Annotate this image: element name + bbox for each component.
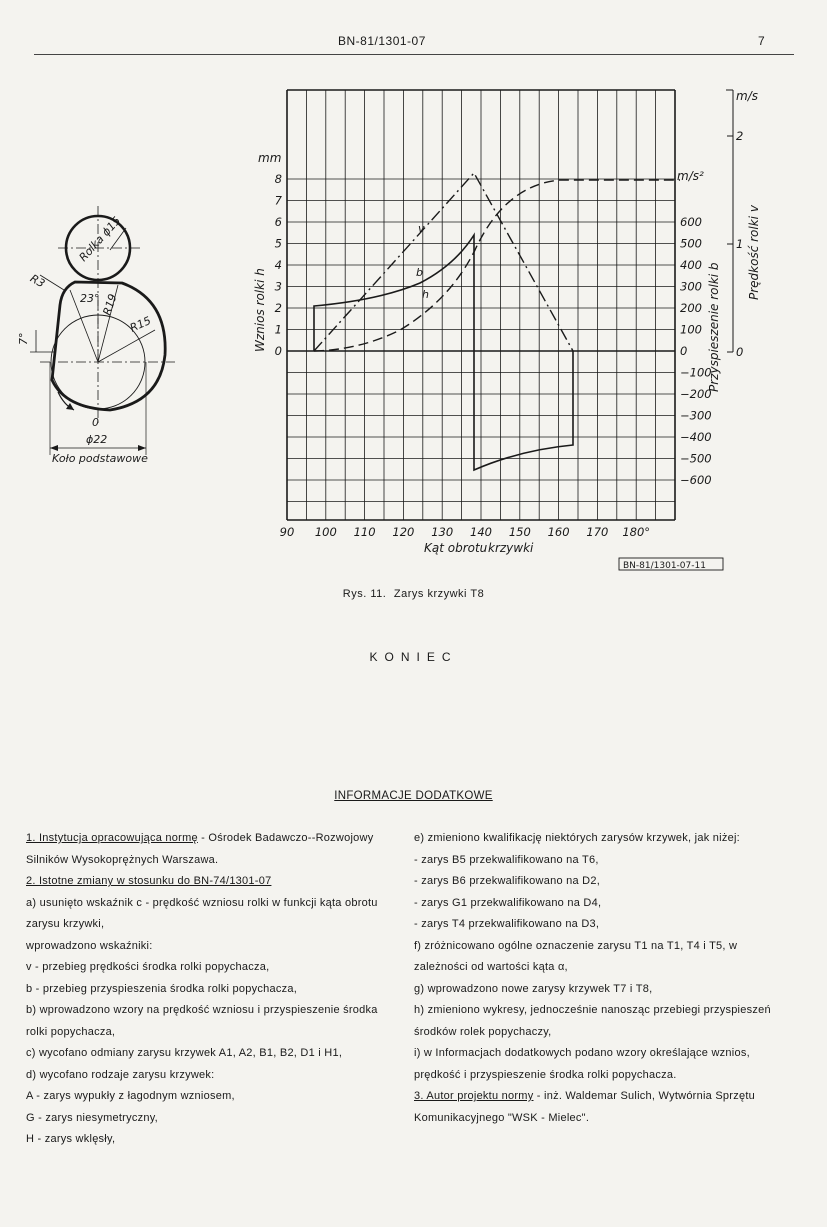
y-tick-accel: 100 — [680, 322, 702, 337]
y-tick-accel: −200 — [680, 387, 712, 401]
curve-v-label: v — [418, 222, 425, 235]
item-2a: a) usunięto wskaźnik c - prędkość wzniosu rolki w funkcji kąta obrotu zarysu krzywki, — [26, 896, 378, 930]
y-tick-accel: 600 — [680, 215, 702, 229]
document-number: BN-81/1301-07 — [338, 34, 426, 48]
item-2e-1: - zarys B5 przekwalifikowano na T6, — [414, 853, 599, 866]
y-axis-label-left: Wznios rolki h — [253, 268, 267, 352]
page-number: 7 — [758, 34, 765, 48]
y-tick-mm: 8 — [274, 172, 282, 186]
curve-b-label: b — [416, 266, 423, 279]
x-tick: 120 — [392, 525, 415, 539]
end-marker: KONIEC — [369, 650, 458, 664]
y-tick-accel: 0 — [680, 344, 688, 358]
x-tick: 90 — [279, 525, 295, 539]
y-tick-mm: 5 — [274, 236, 282, 251]
unit-mm: mm — [258, 151, 282, 165]
item-2g: g) wprowadzono nowe zarysy krzywek T7 i T8, — [414, 982, 653, 995]
curve-b — [314, 235, 573, 470]
item-2e-3: - zarys G1 przekwalifikowano na D4, — [414, 896, 602, 909]
item-2d-a: A - zarys wypukły z łagodnym wzniosem, — [26, 1090, 235, 1102]
y-tick-mm: 6 — [274, 215, 282, 229]
x-tick: 130 — [431, 525, 454, 539]
accel-axis-label: Przyspieszenie rolki b — [707, 262, 721, 392]
y-tick-velocity: 1 — [736, 237, 744, 251]
item-3 — [398, 1086, 786, 1129]
y-tick-velocity: 0 — [736, 345, 744, 359]
curve-h-label: h — [422, 288, 429, 301]
chart-grid — [287, 90, 733, 520]
x-tick: 100 — [314, 525, 337, 539]
x-tick: 170 — [586, 525, 609, 539]
x-tick: 150 — [508, 525, 531, 539]
item-2a-v: v - przebieg prędkości środka rolki popychacza, — [26, 961, 270, 973]
y-tick-accel: −400 — [680, 430, 712, 444]
cam-drawing-labels — [17, 214, 153, 465]
base-circle-label: Koło podstawowe — [52, 452, 148, 465]
header-rule — [34, 54, 794, 55]
y-tick-accel: −600 — [680, 473, 712, 487]
item-2b: b) wprowadzono wzory na prędkość wzniosu i przyspieszenie środka rolki popychacza, — [26, 1004, 378, 1038]
item-3-text: - inż. Waldemar Sulich, Wytwórnia Sprzętu Komunikacyjnego "WSK - Mielec". — [414, 1090, 755, 1124]
y-tick-mm: 2 — [274, 301, 282, 315]
item-2a-intro: wprowadzono wskaźniki: — [26, 939, 153, 952]
x-tick: 140 — [470, 525, 492, 539]
item-1 — [10, 828, 382, 871]
y-tick-mm: 3 — [274, 279, 282, 294]
curve-v — [314, 173, 573, 351]
item-2e-4: - zarys T4 przekwalifikowano na D3, — [414, 918, 600, 930]
item-2a-b: b - przebieg przyspieszenia środka rolki popychacza, — [26, 982, 298, 995]
item-2h: h) zmieniono wykresy, jednocześnie nanosząc przebiegi przyspieszeń środków rolek popychaczy, — [414, 1004, 771, 1038]
zero-label: 0 — [92, 416, 99, 429]
figure-caption — [0, 588, 827, 600]
item-2c: c) wycofano odmiany zarysu krzywek A1, A2, B1, B2, D1 i H1, — [26, 1047, 343, 1059]
curve-h — [314, 180, 680, 351]
angle-7-label: 7° — [17, 332, 30, 345]
y-tick-velocity: 2 — [736, 129, 744, 143]
caption-text: Zarys krzywki T8 — [393, 588, 485, 600]
chart — [253, 89, 761, 571]
x-tick: 110 — [353, 525, 376, 539]
section-title-text: INFORMACJE DODATKOWE — [334, 790, 493, 802]
x-axis-label-2: krzywki — [488, 541, 534, 555]
item-2d-h: H - zarys wklęsły, — [26, 1133, 116, 1145]
x-tick: 180° — [622, 525, 651, 539]
reference-label: BN-81/1301-07-11 — [623, 561, 706, 571]
vel-axis-label: Prędkość rolki v — [747, 205, 761, 300]
section-title — [0, 790, 827, 802]
roller-label: Rolka ϕ15 — [76, 214, 124, 265]
figure-11 — [0, 60, 827, 600]
caption-label: Rys. 11. — [342, 588, 387, 600]
y-tick-accel: 200 — [680, 301, 702, 315]
right-column — [398, 828, 786, 1129]
item-2-label — [10, 871, 382, 893]
item-2e: e) zmieniono kwalifikację niektórych zarysów krzywek, jak niżej: — [414, 832, 740, 844]
y-tick-mm: 1 — [274, 322, 282, 337]
y-tick-accel: 500 — [680, 236, 702, 251]
y-tick-mm: 4 — [274, 258, 282, 272]
item-2-heading: 2. Istotne zmiany w stosunku do BN-74/1301-07 — [26, 875, 272, 887]
y-tick-mm: 0 — [274, 344, 282, 358]
item-2d-g: G - zarys niesymetryczny, — [26, 1111, 158, 1124]
item-1-text: - Ośrodek Badawczo--Rozwojowy Silników Wysokoprężnych Warszawa. — [26, 832, 374, 866]
y-tick-accel: −300 — [680, 408, 712, 423]
r19-label: R19 — [100, 292, 120, 317]
page-header — [0, 34, 827, 54]
item-1-label: 1. Instytucja opracowująca normę — [26, 832, 198, 844]
r3-label: R3 — [27, 271, 48, 291]
item-3-label: 3. Autor projektu normy — [414, 1090, 534, 1102]
item-2e-2: - zarys B6 przekwalifikowano na D2, — [414, 875, 601, 887]
y-tick-accel: 400 — [680, 258, 702, 272]
left-column — [10, 828, 382, 1151]
unit-vel: m/s — [736, 89, 758, 103]
y-tick-accel: −500 — [680, 451, 712, 466]
diameter-label: ϕ22 — [86, 433, 108, 446]
angle-23-label: 23° — [80, 292, 100, 305]
item-2d: d) wycofano rodzaje zarysu krzywek: — [26, 1068, 215, 1081]
x-tick: 160 — [547, 525, 570, 539]
item-2f: f) zróżnicowano ogólne oznaczenie zarysu T1 na T1, T4 i T5, w zależności od wartości kąta α, — [414, 939, 738, 973]
x-axis-label-1: Kąt obrotu — [424, 541, 488, 555]
r15-label: R15 — [127, 314, 153, 335]
item-2i: i) w Informacjach dodatkowych podano wzory określające wznios, prędkość i przyspieszenie środka rolki popychacza. — [414, 1047, 750, 1081]
unit-accel: m/s² — [677, 169, 704, 183]
y-tick-mm: 7 — [274, 193, 282, 208]
y-tick-accel: 300 — [680, 279, 702, 294]
y-tick-accel: −100 — [680, 365, 712, 380]
